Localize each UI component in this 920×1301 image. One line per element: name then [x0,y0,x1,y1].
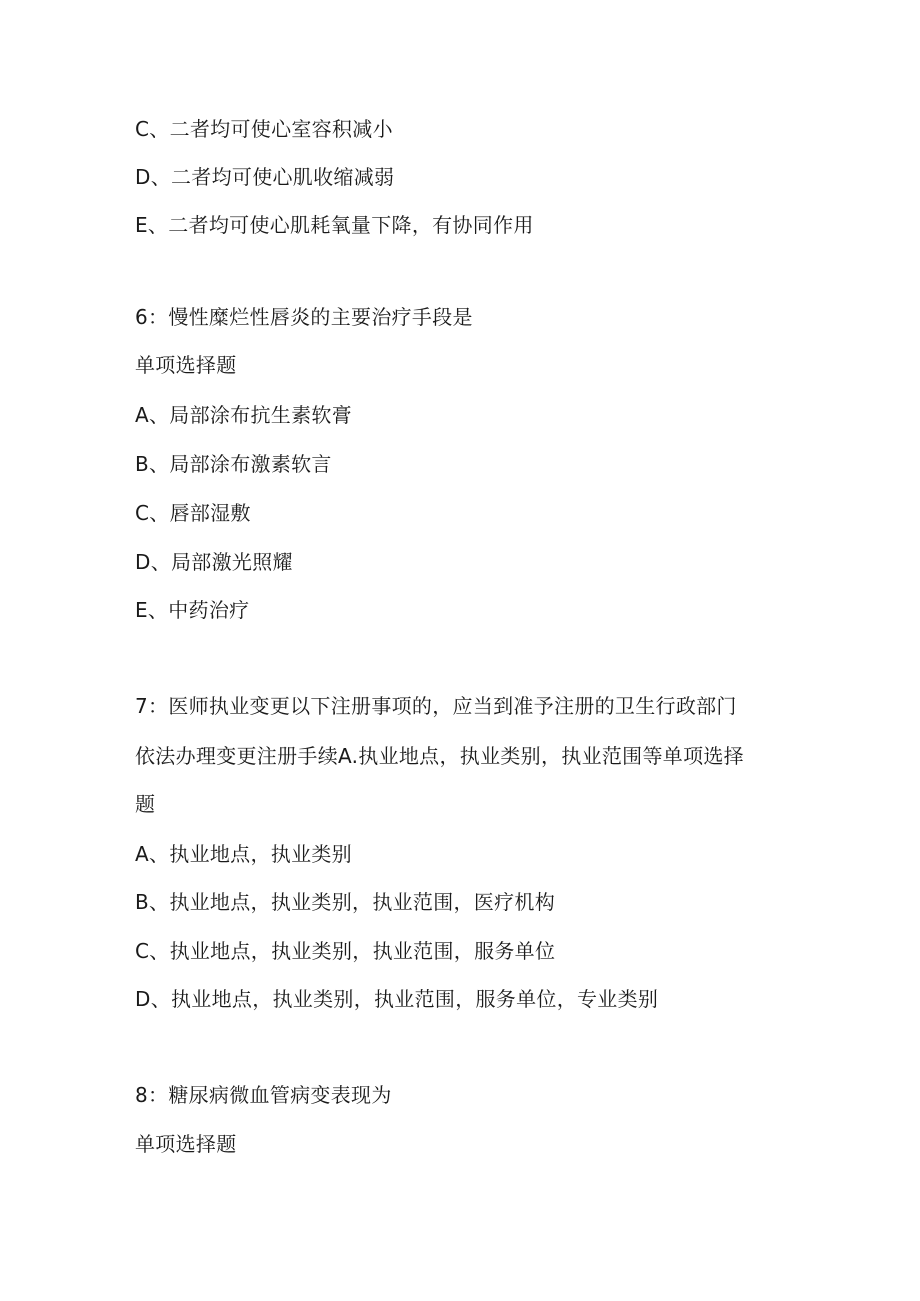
q5-option-c: C、二者均可使心室容积减小 [135,117,393,141]
q7-option-b: B、执业地点，执业类别，执业范围，医疗机构 [135,890,556,914]
q6-option-b: B、局部涂布激素软言 [135,452,332,476]
q6-option-e: E、中药治疗 [135,598,250,622]
q6-option-c: C、唇部湿敷 [135,501,251,525]
q8-question: 8：糖尿病微血管病变表现为 [135,1083,392,1107]
q7-option-a: A、执业地点，执业类别 [135,842,352,866]
q7-option-d: D、执业地点，执业类别，执业范围，服务单位，专业类别 [135,987,659,1011]
q7-option-c: C、执业地点，执业类别，执业范围，服务单位 [135,939,556,963]
q6-option-d: D、局部激光照耀 [135,550,293,574]
q6-option-a: A、局部涂布抗生素软膏 [135,403,352,427]
q7-question-line-2: 依法办理变更注册手续A.执业地点，执业类别，执业范围等单项选择 [135,744,744,768]
q6-type: 单项选择题 [135,353,237,377]
q5-option-d: D、二者均可使心肌收缩减弱 [135,165,395,189]
q7-question-line-1: 7：医师执业变更以下注册事项的，应当到准予注册的卫生行政部门 [135,694,737,718]
q6-question: 6：慢性糜烂性唇炎的主要治疗手段是 [135,305,473,329]
q5-option-e: E、二者均可使心肌耗氧量下降，有协同作用 [135,213,534,237]
q8-type: 单项选择题 [135,1132,237,1156]
q7-question-line-3: 题 [135,792,156,816]
